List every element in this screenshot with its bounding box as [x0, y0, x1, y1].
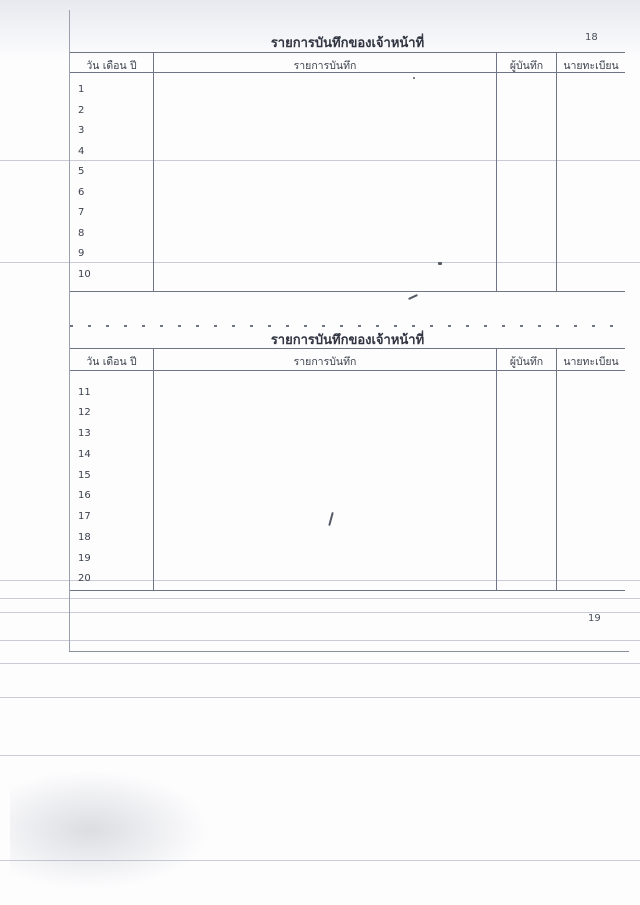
row-number: 1: [78, 84, 85, 95]
row-number: 15: [78, 470, 91, 481]
row-number: 16: [78, 490, 91, 501]
section-title: รายการบันทึกของเจ้าหน้าที่: [270, 36, 425, 51]
scan-speck: [413, 77, 415, 79]
row-number: 18: [78, 532, 91, 543]
column-divider: [153, 349, 154, 590]
row-number: 19: [78, 553, 91, 564]
row-number: 13: [78, 428, 91, 439]
row-number: 2: [78, 105, 85, 116]
column-divider: [556, 53, 557, 291]
scan-speck: [438, 262, 442, 265]
record-table: [70, 52, 625, 292]
scan-shadow: [10, 770, 210, 890]
page-number: 19: [588, 613, 601, 624]
header-record: รายการบันทึก: [293, 356, 357, 368]
column-divider: [153, 53, 154, 291]
header-registrar: นายทะเบียน: [563, 60, 619, 72]
row-number: 6: [78, 187, 85, 198]
scan-line: [0, 640, 640, 641]
row-number: 3: [78, 125, 85, 136]
scan-line: [0, 663, 640, 664]
row-number: 11: [78, 387, 91, 398]
row-number: 9: [78, 248, 85, 259]
header-record: รายการบันทึก: [293, 60, 357, 72]
row-number: 14: [78, 449, 91, 460]
header-registrar: นายทะเบียน: [563, 356, 619, 368]
row-number: 8: [78, 228, 85, 239]
row-number: 5: [78, 166, 85, 177]
row-number: 17: [78, 511, 91, 522]
page-number: 18: [585, 32, 598, 43]
scan-line: [0, 755, 640, 756]
row-number: 10: [78, 269, 91, 280]
header-date: วัน เดือน ปี: [86, 60, 137, 72]
column-divider: [496, 53, 497, 291]
scan-line: [0, 697, 640, 698]
section-title: รายการบันทึกของเจ้าหน้าที่: [270, 333, 425, 348]
row-number: 12: [78, 407, 91, 418]
row-number: 20: [78, 573, 91, 584]
header-recorder: ผู้บันทึก: [509, 60, 544, 72]
column-divider: [496, 349, 497, 590]
row-number: 4: [78, 146, 85, 157]
header-divider: [70, 370, 625, 371]
column-divider: [556, 349, 557, 590]
record-table: [70, 348, 625, 591]
header-recorder: ผู้บันทึก: [509, 356, 544, 368]
header-date: วัน เดือน ปี: [86, 356, 137, 368]
scan-line: [0, 612, 640, 613]
scan-line: [0, 598, 640, 599]
perforation-strip: [70, 325, 625, 327]
page-bottom-edge: [69, 651, 629, 652]
row-number: 7: [78, 207, 85, 218]
